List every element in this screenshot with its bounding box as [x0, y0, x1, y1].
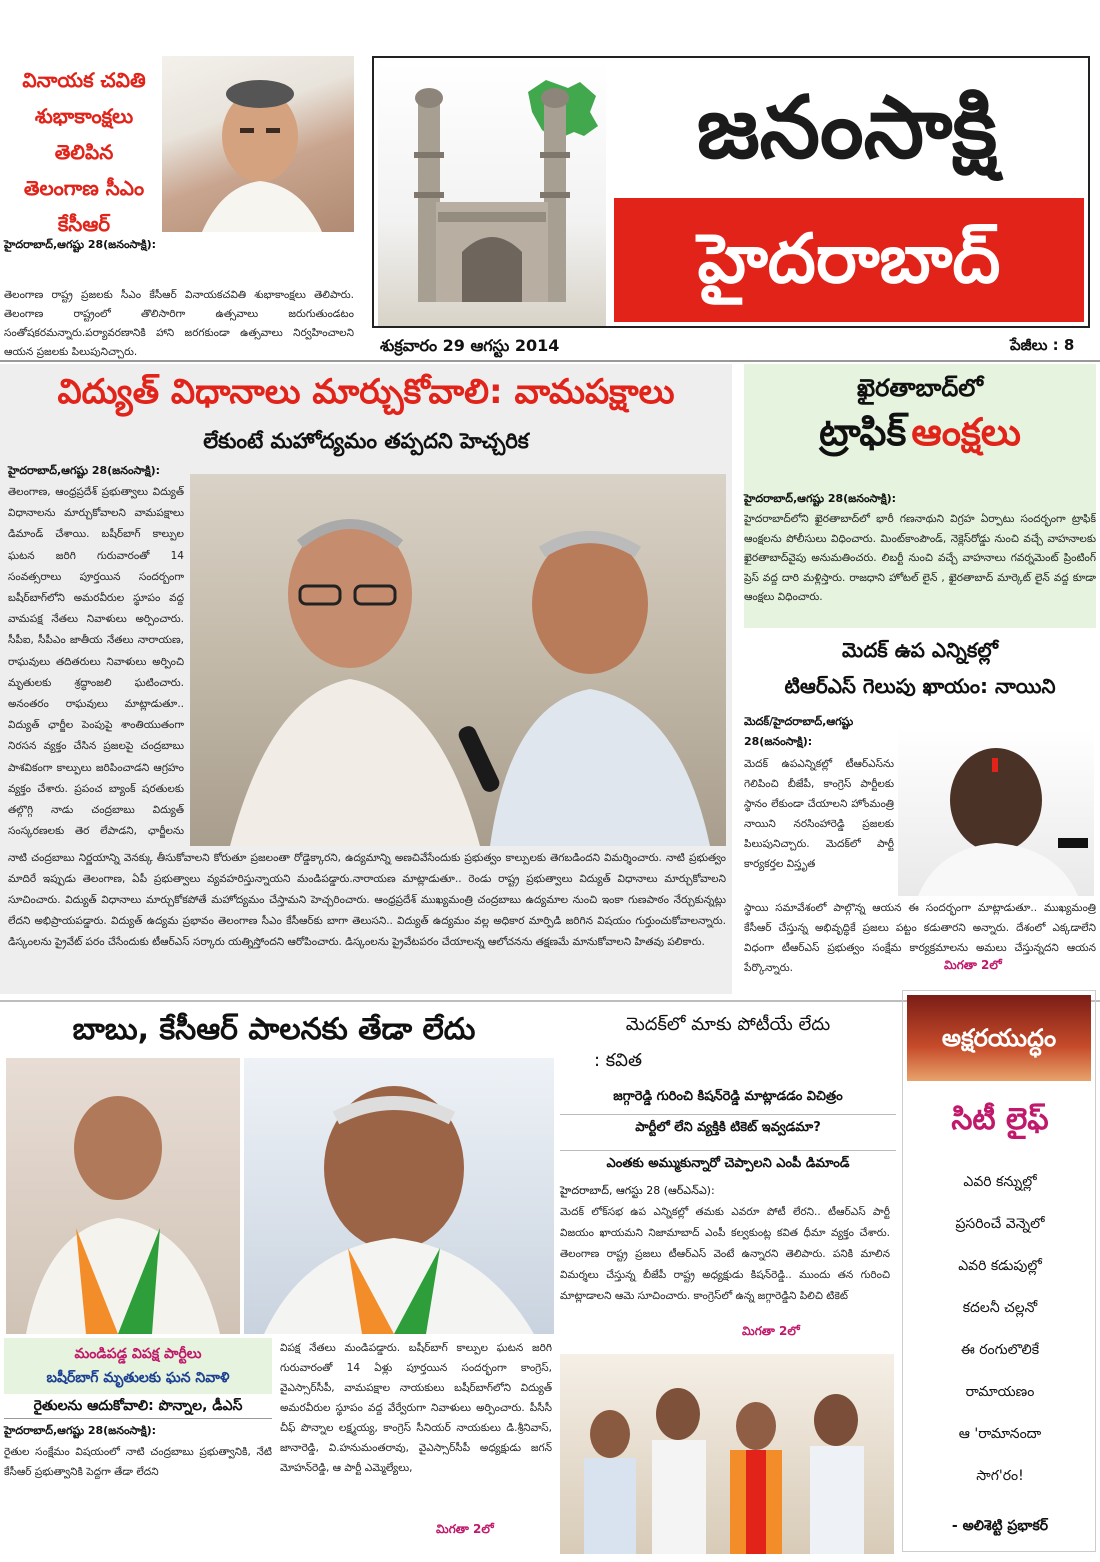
lead-column: తెలంగాణ, ఆంధ్రప్రదేశ్ ప్రభుత్వాలు విద్యుత్ విధానాలను మార్చుకోవాలని వామపక్షాలు డిమాండ్ చేశాయి. బషీర్‌బాగ్ కాల్పుల ఘటన జరిగి గురువారంతో 14 సంవత్సరాలు పూర్తయిన సందర్బంగా బషీర్‌బాగ్‌లోని అమరవీరుల స్థూపం వద్ద వామపక్ష నేతలు నివాళులు అర్పించారు. సీపీఐ, సీపీఎం జాతీయ నేతలు నారాయణ, రాఘవులు తదితరులు నివాళులు అర్పించి మృతులకు శ్రద్ధాంజలి ఘటించారు. అనంతరం రాఘవులు మాట్లాడుతూ.. విద్యుత్ ఛార్జీల పెంపుపై శాంతియుతంగా నిరసన వ్యక్తం చేసిన ప్రజలపై చంద్రబాబు పాశవికంగా కాల్పులు జరిపించాడని ఆగ్రహం వ్యక్తం చేశారు. ప్రపంచ బ్యాంక్ షరతులకు తల్గొగ్గి నాడు చంద్రబాబు విద్యుత్ సంస్కరణలకు తెర లేపాడని, ఛార్జీలను [8, 486, 184, 838]
kavitha-headline-1: మెదక్‌లో మాకు పోటీయే లేదు [625, 1014, 831, 1035]
masthead [372, 56, 1090, 328]
lead-story [0, 364, 732, 994]
poem-author: - అలిశెట్టి ప్రభాకర్ [951, 1518, 1049, 1534]
issue-date: శుక్రవారం 29 ఆగస్టు 2014 [380, 336, 560, 355]
babu-sub-1: మండిపడ్డ విపక్ష పార్టీలు [74, 1346, 202, 1362]
lead-headline: విద్యుత్ విధానాలు మార్చుకోవాలి: వామపక్షాలు [57, 372, 675, 412]
kavitha-story [560, 1004, 896, 1562]
kcr-headline-line: తెలిపిన [54, 140, 114, 164]
kavitha-sub-3: ఎంతకు అమ్ముకున్నారో చెప్పాలని ఎంపీ డిమాండ్ [560, 1150, 896, 1177]
lead-full-text: నాటి చంద్రబాబు నిర్ణయాన్ని వెనక్కు తీసుకోవాలని కోరుతూ ప్రజలంతా రోడ్డెక్కారని, ఉద్యమాన్ని అణచివేసేందుకు ప్రభుత్వం కాల్పులకు తెగబడిందని విమర్శించారు. నాటి ప్రభుత్వం మాదిరే ఇప్పుడు తెలంగాణ, ఏపీ ప్రభుత్వాలు వ్యవహరిస్తున్నాయని మండిపడ్డారు.నారాయణ మాట్లాడుతూ.. రెండు రాష్ట్ర ప్రభుత్వాలు విద్యుత్ విధానాలు మార్చుకోవాలని సూచించారు. విద్యుత్ విధానాలు మార్చుకోకపోతే మహోద్యమం చేస్తామని హెచ్చరించారు. ఆంధ్రప్రదేశ్ ముఖ్యమంత్రి చంద్రబాబు ఉద్యమాల నుంచి ఇంకా గుణపాఠం నేర్చుకున్నట్లు లేదని అభిప్రాయపడ్డారు. విద్యుత్ ఉద్యమ ప్రభావం తెలంగాణ సీఎం కేసీఆర్‌కు బాగా తెలుసని.. విద్యుత్ ఉద్యమం వల్ల అధికార మార్పిడి జరిగిన విషయం గుర్తుంచుకోవాలన్నారు. డిస్కంలను ప్రైవేట్ పరం చేసేందుకు టీఆర్ఎస్ సర్కారు యత్నిస్తోందని ఆరోపించారు. డిస్కంలను ప్రైవేటపరం చేయాలన్న ఆలోచనను తక్షణమే మానుకోవాలని హితవు పలికారు. [8, 852, 726, 948]
kavitha-sub-2: పార్టీలో లేని వ్యక్తికి టికెట్ ఇవ్వడమా? [560, 1114, 896, 1141]
nayini-photo [898, 728, 1094, 896]
traffic-dateline: హైదరాబాద్,ఆగష్టు 28(జనంసాక్షి): [744, 492, 897, 505]
poem-line: ప్రసరించే వెన్నెలో [955, 1216, 1045, 1232]
kcr-body: తెలంగాణ రాష్ట్ర ప్రజలకు సీఎం కేసీఆర్ వినాయకచవితి శుభాకాంక్షలు తెలిపారు. తెలంగాణ రాష్ట్రంలో తొలిసారిగా ఉత్సవాలు జరుగుతుండటం సంతోషకరమన్నారు.పర్యావరణానికి హాని జరగకుండా ఉత్సవాలు నిర్వహించాలని ఆయన ప్రజలకు పిలుపునిచ్చారు. [4, 289, 354, 358]
ponnala-photo [244, 1058, 554, 1334]
kcr-photo [162, 56, 354, 232]
traffic-headline-a: ట్రాఫిక్ [819, 410, 907, 454]
page-number: పేజీలు : 8 [1010, 336, 1075, 354]
kavitha-headline-2: : కవిత [594, 1050, 642, 1071]
babu-headline: బాబు, కేసీఆర్ పాలనకు తేడా లేదు [72, 1012, 476, 1047]
kavitha-dateline: హైదరాబాద్, ఆగస్టు 28 (ఆర్ఎన్ఎ): [560, 1184, 715, 1197]
kcr-body-gutter [4, 256, 164, 282]
kavitha-group-photo-icon [560, 1354, 894, 1554]
traffic-body: హైదరాబాద్‌లోని ఖైరతాబాద్‌లో భారీ గణనాథుని విగ్రహ ఏర్పాటు సందర్భంగా ట్రాఫిక్ ఆంక్షలను పోలీసులు విధించారు. మింట్‌కాంపౌండ్, నెక్లెస్‌రోడ్డు నుంచి వచ్చే వాహనాలకు ఖైరతాబాద్‌వైపు అనుమతించరు. లిబర్టీ నుంచి వచ్చే వాహనాలు గవర్నమెంట్ ప్రింటింగ్ ప్రెస్ వద్ద దారి మళ్లిస్తారు. రాజధాని హోటల్ లైన్ , ఖైరతాబాద్ మార్కెట్ లైన్ వద్ద కూడా ఆంక్షలు విధించారు. [744, 513, 1096, 603]
medak-full-text: స్థాయి సమావేశంలో పాల్గొన్న ఆయన ఈ సందర్భంగా మాట్లాడుతూ.. ముఖ్యమంత్రి కేసీఆర్ చేస్తున్న అభివృద్ధికే ప్రజలు పట్టం కడుతారని అన్నారు. దేశంలో ఎక్కడాలేని విధంగా టీఆర్ఎస్ ప్రభుత్వం సంక్షేమ కార్యక్రమాలను అమలు చేస్తున్నదని ఆయన పేర్కొన్నారు. [744, 902, 1096, 974]
lead-subhead: లేకుంటే మహోద్యమం తప్పదని హెచ్చరిక [203, 429, 529, 453]
masthead-edition-band [614, 198, 1084, 322]
medak-story [744, 632, 1096, 994]
masthead-rule [0, 360, 1100, 362]
poem-line: సాగ'రం! [976, 1468, 1024, 1484]
babu-subheads [4, 1338, 272, 1394]
traffic-kicker: ఖైరతాబాద్‌లో [857, 374, 983, 402]
poem-line: ఆ 'రామానందా [958, 1426, 1042, 1442]
poem-title: సిటీ లైఫ్ [951, 1102, 1049, 1137]
babu-left-text: రైతుల సంక్షేమం విషయంలో నాటి చంద్రబాబు ప్రభుత్వానికి, నేటి కేసీఆర్ ప్రభుత్వానికి పెద్దగా తేడా లేదని [4, 1446, 272, 1478]
medak-continued: మిగతా 2లో [944, 958, 1002, 972]
poem-lines [903, 1161, 1097, 1497]
charminar-icon [378, 62, 606, 326]
babu-right-text: విపక్ష నేతలు మండిపడ్డారు. బషీర్‌బాగ్ కాల్పుల ఘటన జరిగి గురువారంతో 14 ఏళ్లు పూర్తయిన సందర్భంగా కాంగ్రెస్, వైఎస్సార్‌సీపీ, వామపక్షాల నాయకులు బషీర్‌బాగ్‌లోని విద్యుత్ అమరవీరుల స్థూపం వద్ద వేర్వేరుగా నివాళులు అర్పించారు. పీసీసీ చీఫ్ పొన్నాల లక్ష్మయ్య, కాంగ్రెస్ సీనియర్ నాయకులు డి.శ్రీనివాస్, జానారెడ్డి, వి.హనుమంతరావు, వైఎస్సార్‌సీపీ అధ్యక్షుడు జగన్ మోహన్‌రెడ్డి, ఆ పార్టీ ఎమ్మెల్యేలు, [280, 1342, 552, 1474]
kavitha-photo [560, 1354, 894, 1554]
poem-line: ఎవరి కన్నుల్లో [963, 1174, 1037, 1190]
kcr-headline [4, 62, 164, 242]
leaders-photo [190, 474, 726, 846]
medak-headline-1: మెదక్ ఉప ఎన్నికల్లో [842, 638, 998, 662]
kavitha-body: మెదక్ లోక్‌సభ ఉప ఎన్నికల్లో తమకు ఎవరూ పోటీ లేరని.. టీఆర్ఎస్ పార్టీ విజయం ఖాయమని నిజామాబాద్ ఎంపీ కల్వకుంట్ల కవిత ధీమా వ్యక్తం చేశారు. తెలంగాణ రాష్ట్ర ప్రజలు టీఆర్ఎస్ వెంటే ఉన్నారని తెలిపారు. పనికి మాలిన విమర్శలు చేస్తున్న బీజేపీ రాష్ట్ర అధ్యక్షుడు కిషన్‌రెడ్డి.. ముందు తన గురించి మాట్లాడాలని ఆమె సూచించారు. కాంగ్రెస్‌లో ఉన్న జగ్గారెడ్డిని పిలిచి టికెట్ [560, 1206, 890, 1302]
babu-continued: మిగతా 2లో [436, 1522, 494, 1536]
kcr-portrait-icon [162, 56, 354, 232]
babu-sub-3: రైతులను ఆదుకోవాలి: పొన్నాల, డీఎస్ [4, 1394, 272, 1419]
poem-line: ఈ రంగులొలికే [960, 1342, 1040, 1358]
kcr-dateline: హైదరాబాద్,ఆగష్టు 28(జనంసాక్షి): [4, 238, 157, 251]
babu-dateline: హైదరాబాద్,ఆగష్టు 28(జనంసాక్షి): [4, 1424, 157, 1437]
kcr-headline-line: కేసీఆర్ [57, 212, 111, 236]
kavitha-sub-1: జగ్గారెడ్డి గురించి కిషన్‌రెడ్డి మాట్లాడడం విచిత్రం [613, 1089, 843, 1104]
poem-column-banner [907, 995, 1091, 1081]
poem-line: ఎవరి కడుపుల్లో [958, 1258, 1042, 1274]
poem-line: రామాయణం [965, 1384, 1035, 1400]
traffic-headline [744, 404, 1096, 460]
masthead-name: జనంసాక్షి [696, 78, 998, 178]
ds-portrait-icon [6, 1058, 240, 1334]
traffic-box [744, 364, 1096, 628]
charminar-illustration [378, 62, 606, 326]
babu-sub-2: బషీర్‌బాగ్ మృతులకు ఘన నివాళి [46, 1370, 230, 1386]
poem-box [902, 990, 1096, 1552]
masthead-edition: హైదరాబాద్ [697, 220, 1001, 299]
traffic-headline-b: ఆంక్షలు [911, 410, 1021, 454]
kcr-box [4, 56, 354, 366]
kavitha-continued: మిగతా 2లో [742, 1324, 800, 1338]
kcr-headline-line: వినాయక చవితి [22, 68, 146, 92]
press-meet-photo-icon [190, 474, 726, 846]
medak-dateline: మెదక్/హైదరాబాద్,ఆగష్టు 28(జనంసాక్షి): [744, 715, 854, 748]
medak-column: మెదక్ ఉపఎన్నికల్లో టీఆర్ఎస్‌ను గెలిపించి బీజేపీ, కాంగ్రెస్ పార్టీలకు స్థానం లేకుండా చేయాలని హోంమంత్రి నాయిని నరసింహారెడ్డి ప్రజలకు పిలుపునిచ్చారు. మెదక్‌లో పార్టీ కార్యకర్తల విస్తృత [744, 758, 894, 870]
kcr-headline-line: తెలంగాణ సీఎం [23, 176, 145, 200]
babu-story [0, 1004, 558, 1562]
poem-column-name: అక్షరయుద్ధం [941, 1024, 1057, 1052]
kcr-headline-line: శుభాకాంక్షలు [34, 104, 134, 128]
ds-photo [6, 1058, 240, 1334]
nayini-portrait-icon [898, 728, 1094, 896]
poem-line: కదలనీ చల్లనో [962, 1300, 1038, 1316]
ponnala-portrait-icon [244, 1058, 554, 1334]
lead-dateline: హైదరాబాద్,ఆగష్టు 28(జనంసాక్షి): [8, 464, 161, 477]
medak-headline-2: టిఆర్ఎస్ గెలుపు ఖాయం: నాయిని [784, 674, 1056, 698]
